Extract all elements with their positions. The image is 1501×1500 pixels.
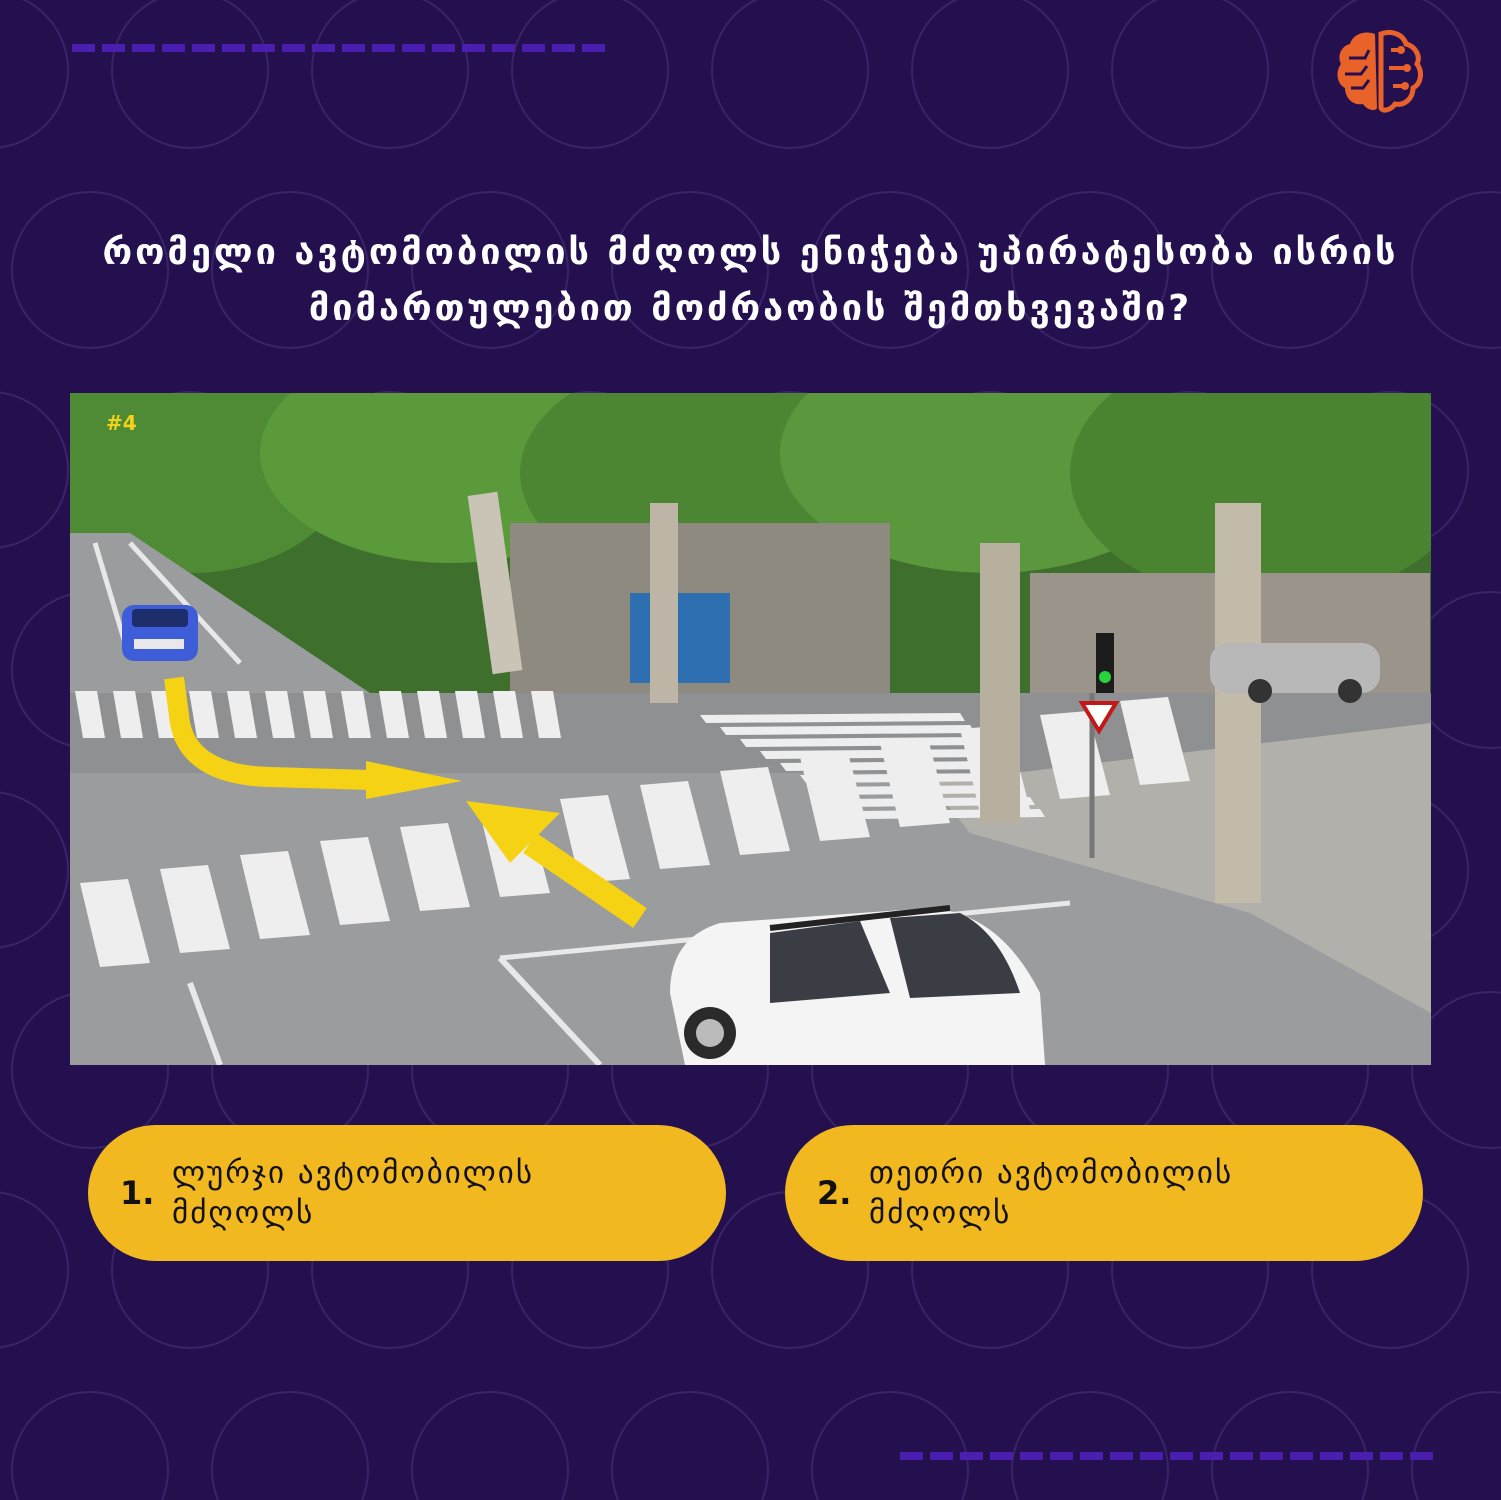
answer-number: 2. [817,1174,852,1212]
dash-segment [252,44,275,52]
dash-segment [930,1452,953,1460]
decor-circle [0,392,68,548]
decor-circle [312,0,468,148]
dash-segment [102,44,125,52]
dash-segment [222,44,245,52]
dash-segment [162,44,185,52]
decor-circle [0,1192,68,1348]
dash-segment [1050,1452,1073,1460]
dash-segment [312,44,335,52]
dash-segment [1110,1452,1133,1460]
dash-segment [372,44,395,52]
dash-segment [900,1452,923,1460]
decor-circle [812,1392,968,1500]
decor-circle [1012,1392,1168,1500]
answer-text-line-2: მძღოლს [172,1195,315,1231]
decor-circle [1112,0,1268,148]
brain-logo-icon [1335,28,1423,114]
dash-segment [1170,1452,1193,1460]
white-car-icon [670,908,1045,1065]
intersection-illustration [70,393,1431,1065]
dash-segment [522,44,545,52]
answer-number: 1. [120,1174,155,1212]
dash-segment [432,44,455,52]
decor-circle [712,0,868,148]
answer-text-line-1: თეთრი ავტომობილის [869,1155,1234,1191]
top-dash-decoration [72,44,605,52]
answer-text-line-2: მძღოლს [869,1195,1012,1231]
dash-segment [1350,1452,1373,1460]
intersection-photo [70,393,1431,1065]
decor-circle [112,0,268,148]
decor-circle [912,0,1068,148]
dash-segment [1320,1452,1343,1460]
dash-segment [552,44,575,52]
blue-car-icon [122,605,198,661]
decor-circle [212,1392,368,1500]
dash-segment [1230,1452,1253,1460]
dash-segment [462,44,485,52]
dash-segment [1020,1452,1043,1460]
decor-circle [412,1392,568,1500]
dash-segment [582,44,605,52]
dash-segment [1140,1452,1163,1460]
answer-text-line-1: ლურჯი ავტომობილის [172,1155,535,1191]
decor-circle [1412,1392,1501,1500]
dash-segment [192,44,215,52]
question-line-2: მიმართულებით მოძრაობის შემთხვევაში? [308,288,1193,329]
decor-circle [12,1392,168,1500]
dash-segment [72,44,95,52]
answer-text [869,1153,1299,1233]
question-line-1: რომელი ავტომობილის მძღოლს ენიჭება უპირატესობა ისრის [102,232,1399,273]
dash-segment [1200,1452,1223,1460]
answer-option-2[interactable] [785,1125,1423,1261]
dash-segment [492,44,515,52]
decor-circle [512,0,668,148]
dash-segment [402,44,425,52]
decor-circle [0,792,68,948]
dash-segment [1260,1452,1283,1460]
answer-option-1[interactable] [88,1125,726,1261]
bottom-dash-decoration [900,1452,1433,1460]
photo-tag: #4 [106,411,137,435]
dash-segment [960,1452,983,1460]
dash-segment [1410,1452,1433,1460]
question-text [100,225,1401,337]
answer-text [172,1153,602,1233]
dash-segment [1380,1452,1403,1460]
decor-circle [1212,1392,1368,1500]
decor-circle [0,0,68,148]
dash-segment [282,44,305,52]
dash-segment [990,1452,1013,1460]
dash-segment [132,44,155,52]
decor-circle [1412,192,1501,348]
dash-segment [342,44,365,52]
dash-segment [1080,1452,1103,1460]
decor-circle [612,1392,768,1500]
dash-segment [1290,1452,1313,1460]
